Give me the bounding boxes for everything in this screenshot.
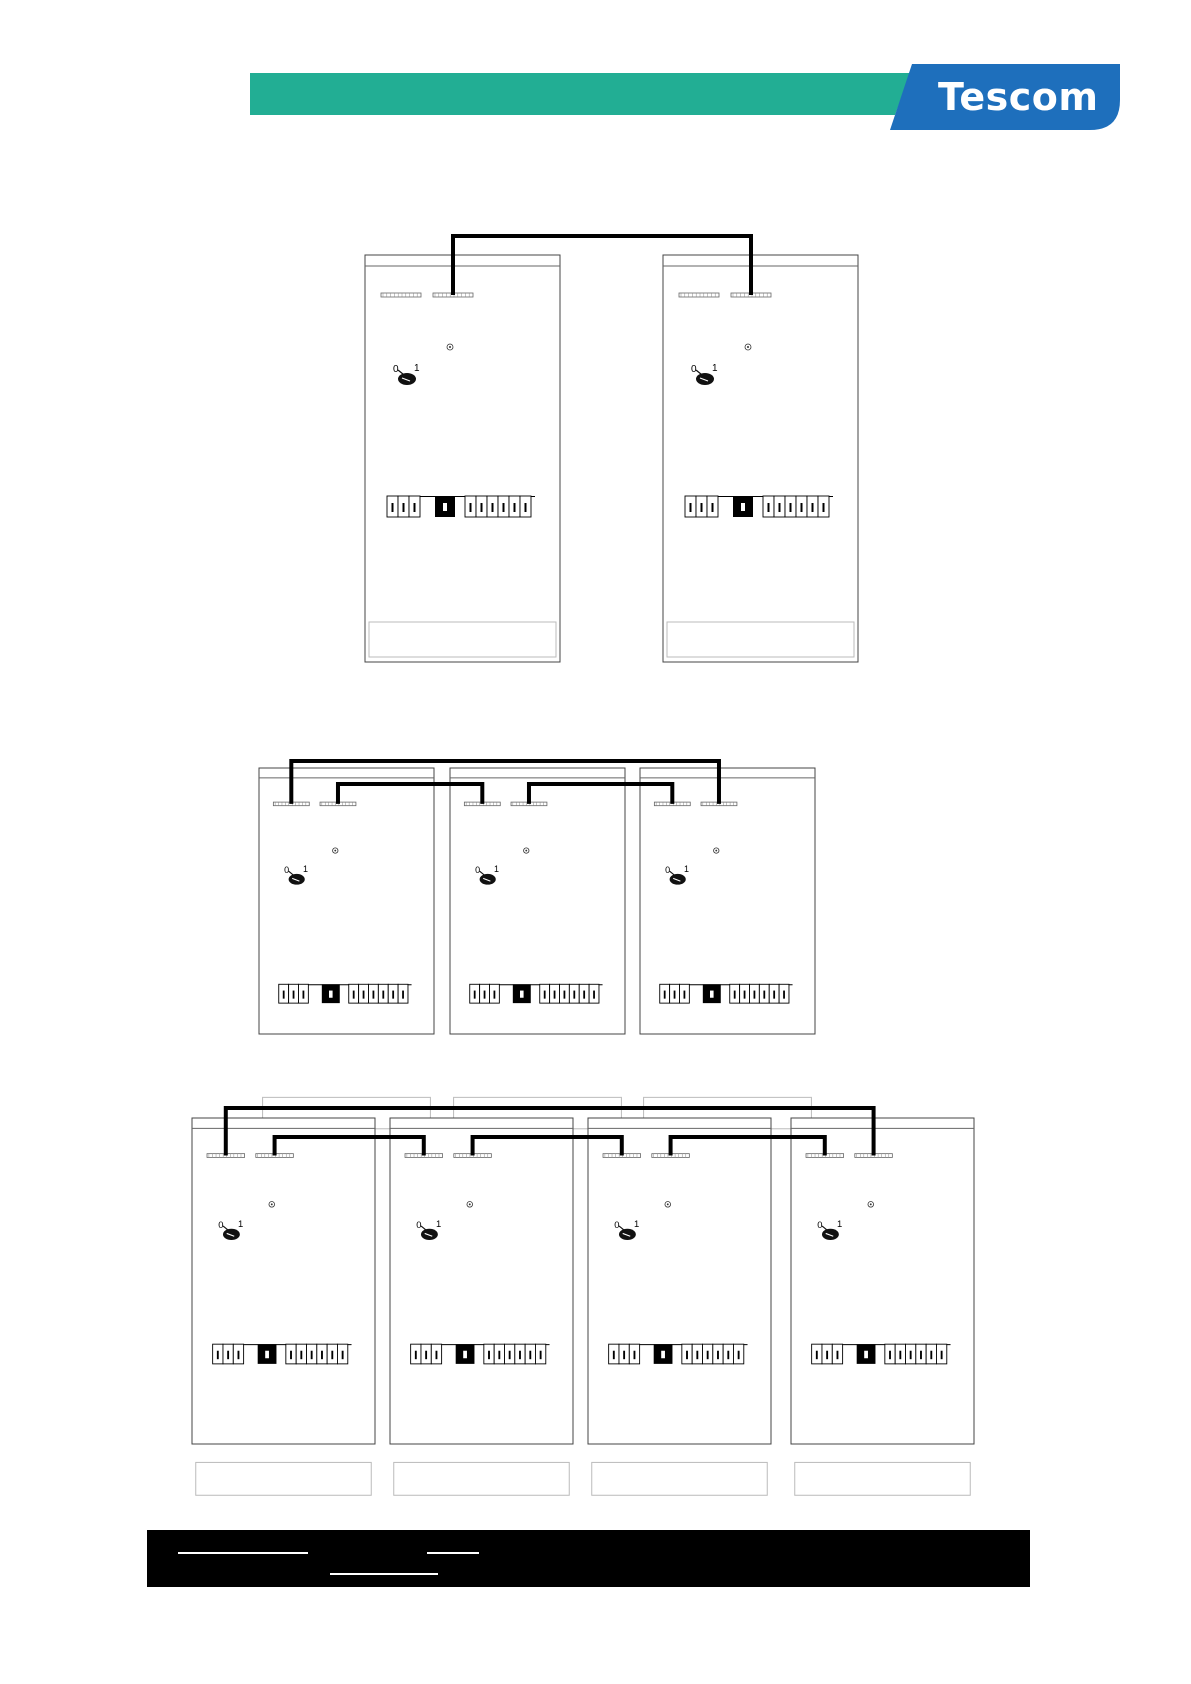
- diagram-two-units: [365, 236, 858, 662]
- switch-label-off: 0: [475, 865, 481, 875]
- switch-label-on: 1: [712, 363, 718, 374]
- rotary-switch-icon: [223, 1229, 240, 1240]
- switch-label-on: 1: [435, 1218, 442, 1229]
- cabinet-bottom-panel: [369, 622, 556, 657]
- switch-label-off: 0: [393, 364, 399, 375]
- switch-label-on: 1: [237, 1218, 244, 1229]
- cabinet-bottom-panel: [667, 622, 854, 657]
- ups-cabinet: [791, 1118, 974, 1444]
- diagram-three-units: [259, 761, 815, 1129]
- switch-label-off: 0: [416, 1219, 422, 1230]
- switch-label-on: 1: [683, 864, 689, 875]
- footer-link-line[interactable]: [427, 1552, 479, 1554]
- switch-label-on: 1: [493, 864, 499, 875]
- rotary-switch-icon: [289, 874, 305, 885]
- cabinet-bottom-panel: [394, 1462, 569, 1495]
- diagram-four-units: [192, 1108, 974, 1495]
- rotary-switch-icon: [696, 373, 714, 385]
- switch-label-on: 1: [414, 363, 420, 374]
- rotary-switch-icon: [670, 874, 686, 885]
- cabinet-bottom-panel: [592, 1462, 767, 1495]
- ups-cabinet: [390, 1118, 573, 1444]
- switch-label-on: 1: [836, 1218, 843, 1229]
- ups-cabinet: [192, 1118, 375, 1444]
- switch-label-off: 0: [665, 865, 671, 875]
- ups-cabinet: [663, 255, 858, 662]
- switch-label-on: 1: [633, 1218, 640, 1229]
- switch-label-off: 0: [614, 1219, 620, 1230]
- switch-label-on: 1: [302, 864, 308, 875]
- logo-text: Tescom: [938, 75, 1099, 119]
- switch-label-off: 0: [218, 1219, 224, 1230]
- cabinet-bottom-panel: [795, 1462, 970, 1495]
- switch-label-off: 0: [817, 1219, 823, 1230]
- footer-bar: [147, 1530, 1030, 1587]
- rotary-switch-icon: [619, 1229, 636, 1240]
- footer-link-line[interactable]: [178, 1552, 308, 1554]
- rotary-switch-icon: [822, 1229, 839, 1240]
- rotary-switch-icon: [398, 373, 416, 385]
- ups-cabinet: [365, 255, 560, 662]
- cabinet-bottom-panel: [196, 1462, 371, 1495]
- switch-label-off: 0: [284, 865, 290, 875]
- footer-link-line[interactable]: [330, 1573, 438, 1575]
- rotary-switch-icon: [421, 1229, 438, 1240]
- ups-cabinet: [588, 1118, 771, 1444]
- rotary-switch-icon: [480, 874, 496, 885]
- switch-label-off: 0: [691, 364, 697, 375]
